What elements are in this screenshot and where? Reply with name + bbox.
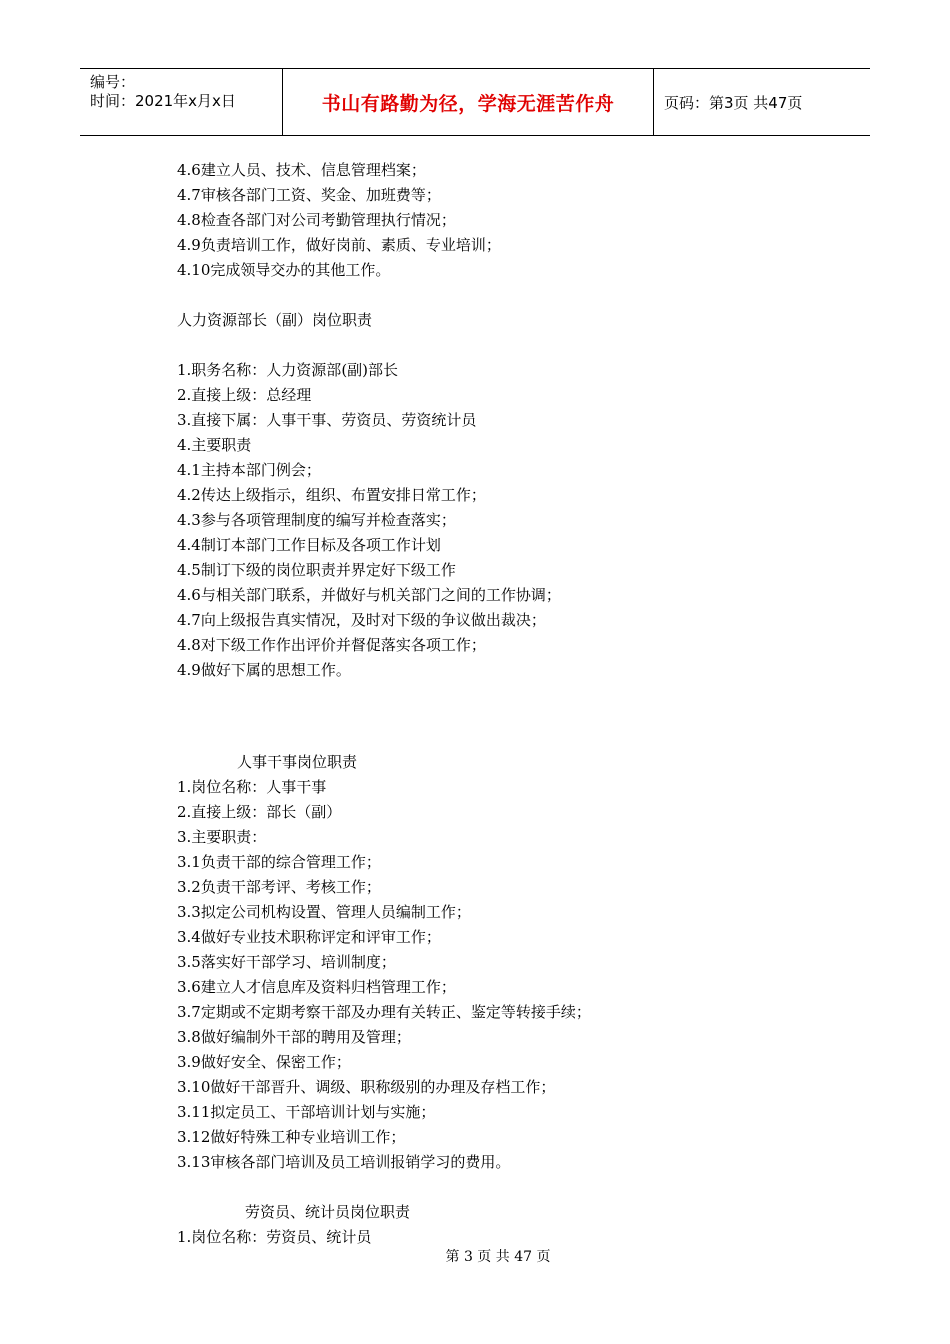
list-item: 4.10完成领导交办的其他工作。 — [177, 261, 391, 279]
list-item: 4.9做好下属的思想工作。 — [177, 661, 351, 679]
list-item: 1.岗位名称：劳资员、统计员 — [177, 1228, 372, 1246]
list-item: 4.7审核各部门工资、奖金、加班费等； — [177, 186, 441, 204]
list-item: 4.2传达上级指示，组织、布置安排日常工作； — [177, 486, 486, 504]
header-meta — [80, 69, 282, 135]
list-item: 3.1负责干部的综合管理工作； — [177, 853, 381, 871]
list-item: 2.直接上级：部长（副） — [177, 803, 342, 821]
list-item: 3.11拟定员工、干部培训计划与实施； — [177, 1103, 436, 1121]
list-item: 3.主要职责： — [177, 828, 267, 846]
list-item: 4.7向上级报告真实情况，及时对下级的争议做出裁决； — [177, 611, 546, 629]
section-title-labor-statistician: 劳资员、统计员岗位职责 — [245, 1203, 411, 1221]
list-item: 1.职务名称：人力资源部(副)部长 — [177, 361, 399, 379]
section-continued — [177, 158, 817, 283]
header-motto: 书山有路勤为径，学海无涯苦作舟 — [282, 69, 654, 135]
list-item: 3.5落实好干部学习、培训制度； — [177, 953, 396, 971]
section-hr-director — [177, 358, 817, 683]
list-item: 4.3参与各项管理制度的编写并检查落实； — [177, 511, 456, 529]
list-item: 3.直接下属：人事干事、劳资员、劳资统计员 — [177, 411, 477, 429]
list-item: 3.3拟定公司机构设置、管理人员编制工作； — [177, 903, 471, 921]
time-label: 时间：2021年x月x日 — [90, 92, 236, 110]
list-item: 3.2负责干部考评、考核工作； — [177, 878, 381, 896]
list-item: 3.6建立人才信息库及资料归档管理工作； — [177, 978, 456, 996]
list-item: 3.7定期或不定期考察干部及办理有关转正、鉴定等转接手续； — [177, 1003, 591, 1021]
list-item: 4.6与相关部门联系，并做好与机关部门之间的工作协调； — [177, 586, 561, 604]
list-item: 3.9做好安全、保密工作； — [177, 1053, 351, 1071]
page-header — [80, 68, 870, 136]
list-item: 3.13审核各部门培训及员工培训报销学习的费用。 — [177, 1153, 511, 1171]
list-item: 2.直接上级：总经理 — [177, 386, 312, 404]
list-item: 4.9负责培训工作，做好岗前、素质、专业培训； — [177, 236, 501, 254]
section-personnel-officer — [177, 775, 817, 1175]
list-item: 4.4制订本部门工作目标及各项工作计划 — [177, 536, 441, 554]
list-item: 4.8检查各部门对公司考勤管理执行情况； — [177, 211, 456, 229]
number-label: 编号： — [90, 73, 136, 91]
list-item: 3.8做好编制外干部的聘用及管理； — [177, 1028, 411, 1046]
list-item: 1.岗位名称：人事干事 — [177, 778, 327, 796]
page-footer: 第 3 页 共 47 页 — [445, 1249, 551, 1265]
list-item: 3.4做好专业技术职称评定和评审工作； — [177, 928, 441, 946]
list-item: 4.主要职责 — [177, 436, 252, 454]
section-title-personnel-officer: 人事干事岗位职责 — [237, 753, 358, 771]
list-item: 3.12做好特殊工种专业培训工作； — [177, 1128, 406, 1146]
section-title-hr-director: 人力资源部长（副）岗位职责 — [177, 311, 373, 329]
list-item: 4.6建立人员、技术、信息管理档案； — [177, 161, 426, 179]
list-item: 3.10做好干部晋升、调级、职称级别的办理及存档工作； — [177, 1078, 556, 1096]
header-page-label: 页码：第3页 共47页 — [664, 93, 803, 112]
document-body — [177, 158, 817, 1250]
list-item: 4.5制订下级的岗位职责并界定好下级工作 — [177, 561, 456, 579]
list-item: 4.1主持本部门例会； — [177, 461, 321, 479]
list-item: 4.8对下级工作作出评价并督促落实各项工作； — [177, 636, 486, 654]
